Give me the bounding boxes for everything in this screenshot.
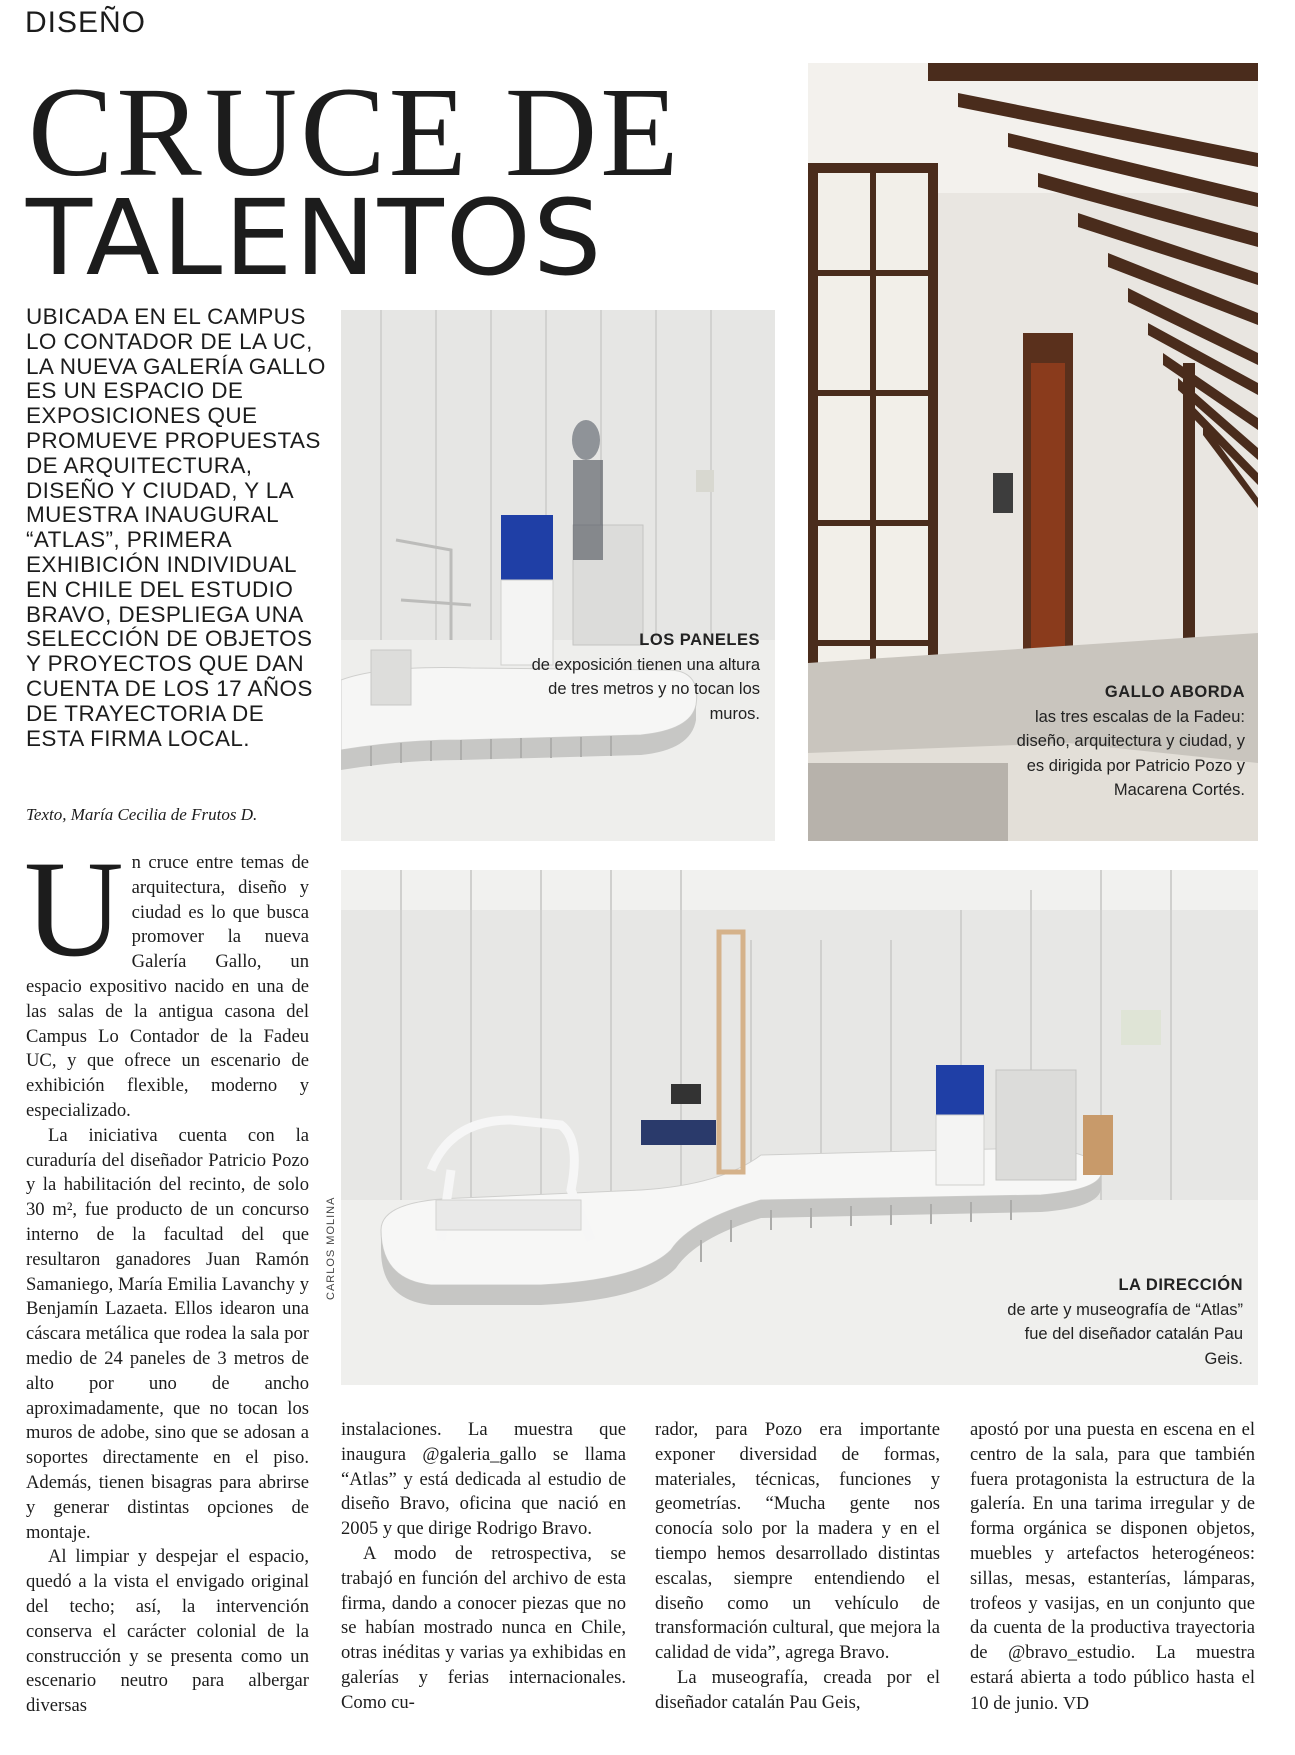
photo-credit: CARLOS MOLINA — [325, 1196, 337, 1300]
drop-cap: U — [24, 832, 124, 985]
headline-line-1: CRUCE DE — [28, 61, 682, 203]
body-column-3 — [655, 1418, 940, 1716]
caption-direccion — [985, 1273, 1243, 1371]
body-column-1 — [24, 832, 309, 1719]
body-column-2 — [341, 1418, 626, 1716]
body-paragraph: Al limpiar y despejar el espacio, quedó a la vista el envigado original del techo; así, la intervención conserva el carácter colonial de la construcción y se presenta como un escenario neutro para albergar diversas — [26, 1546, 309, 1717]
end-mark: VD — [1062, 1692, 1089, 1713]
photo-exhibition-panels — [341, 310, 775, 841]
headline-line-2: TALENTOS — [26, 177, 604, 299]
caption-gallo-text: las tres escalas de la Fadeu: diseño, arquitectura y ciudad, y es dirigida por Patricio Pozo y Macarena Cortés. — [1016, 707, 1245, 799]
body-paragraph-text: n cruce entre temas de arquitectura, diseño y ciudad es lo que busca promover la nueva Galería Gallo, un espacio expositivo nacido en una de las salas de la antigua casona del Campus Lo Contador de la Fadeu UC, y que ofrece un escenario de exhibición flexible, moderno y especializado. — [26, 852, 309, 1121]
body-paragraph — [24, 832, 309, 1124]
body-paragraph — [970, 1418, 1255, 1717]
caption-gallo — [1005, 680, 1245, 803]
body-paragraph-text: apostó por una puesta en escena en el centro de la sala, para que también fuera protagonista la estructura de la galería. En una tarima irregular y de forma orgánica se disponen objetos, muebles y artefactos heterogéneos: sillas, mesas, estanterías, lámparas, trofeos y vasijas, en un conjunto que da cuenta de la productiva trayectoria de @bravo_estudio. La muestra estará abierta a todo público hasta el 10 de junio. — [970, 1419, 1255, 1714]
body-paragraph: rador, para Pozo era importante exponer diversidad de formas, materiales, técnicas, funciones y geometrías. “Mucha gente nos conocía solo por la madera y en el tiempo hemos desarrollado distintas escalas, siempre entendiendo el diseño como un vehículo de transformación cultural, que mejora la calidad de vida”, agrega Bravo. — [655, 1419, 940, 1664]
author-credit: Texto, María Cecilia de Frutos D. — [26, 805, 258, 824]
lead-paragraph: UBICADA EN EL CAMPUS LO CONTADOR DE LA UC, LA NUEVA GALERÍA GALLO ES UN ESPACIO DE EXPOSICIONES QUE PROMUEVE PROPUESTAS DE ARQUITECTURA, DISEÑO Y CIUDAD, Y LA MUESTRA INAUGURAL “ATLAS”, PRIMERA EXHIBICIÓN INDIVIDUAL EN CHILE DEL ESTUDIO BRAVO, DESPLIEGA UNA SELECCIÓN DE OBJETOS Y PROYECTOS QUE DAN CUENTA DE LOS 17 AÑOS DE TRAYECTORIA DE ESTA FIRMA LOCAL. — [26, 304, 326, 751]
caption-direccion-text: de arte y museografía de “Atlas” fue del diseñador catalán Pau Geis. — [1007, 1300, 1243, 1368]
caption-paneles-head: LOS PANELES — [639, 631, 760, 649]
caption-paneles — [520, 628, 760, 726]
body-paragraph: instalaciones. La muestra que inaugura @galeria_gallo se llama “Atlas” y está dedicada al estudio de diseño Bravo, oficina que nació en 2005 y que dirige Rodrigo Bravo. — [341, 1419, 626, 1540]
body-paragraph: La iniciativa cuenta con la curaduría del diseñador Patricio Pozo y la habilitación del recinto, de solo 30 m², fue producto de un concurso interno de la facultad del que resultaron ganadores Juan Ramón Samaniego, María Emilia Lavanchy y Benjamín Lazaeta. Ellos idearon una cáscara metálica que rodea la sala por medio de 24 paneles de 3 metros de alto por uno de ancho aproximadamente, que no tocan los muros de adobe, sino que se adosan a soportes directamente en el piso. Además, tienen bisagras para abrirse y generar distintas opciones de montaje. — [26, 1124, 309, 1543]
body-column-4 — [970, 1418, 1255, 1717]
body-paragraph: A modo de retrospectiva, se trabajó en función del archivo de esta firma, dando a conocer piezas que no se habían mostrado nunca en Chile, otras inéditas y varias ya exhibidas en galerías y ferias internacionales. Como cu- — [341, 1542, 626, 1713]
caption-paneles-text: de exposición tienen una altura de tres metros y no tocan los muros. — [531, 655, 760, 723]
section-label: DISEÑO — [25, 6, 147, 39]
caption-gallo-head: GALLO ABORDA — [1104, 683, 1245, 701]
caption-direccion-head: LA DIRECCIÓN — [1118, 1276, 1243, 1294]
body-paragraph: La museografía, creada por el diseñador catalán Pau Geis, — [655, 1666, 940, 1713]
